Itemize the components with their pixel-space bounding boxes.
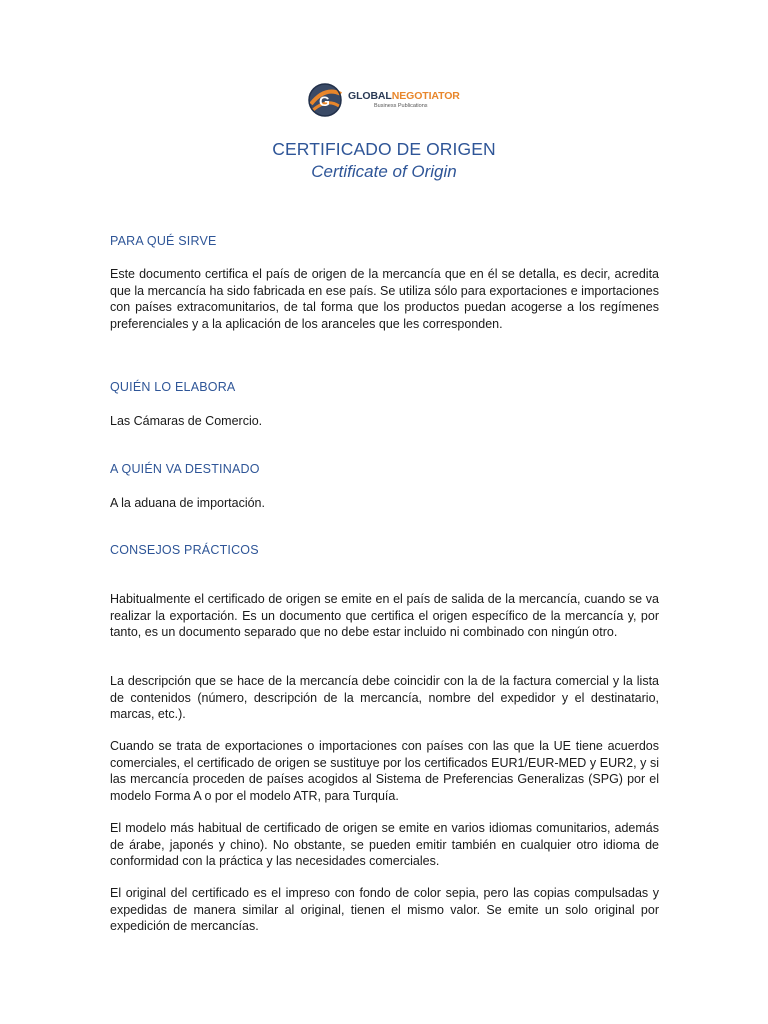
- section-heading: QUIÉN LO ELABORA: [110, 380, 236, 394]
- paragraph: Este documento certifica el país de origen de la mercancía que en él se detalla, es decir, acredita que la mercancía ha sido fabricada en ese país. Se utiliza sólo para exportaciones e importaciones con países extracomunitarios, de tal forma que los productos puedan acogerse a los regímenes preferenciales y a la aplicación de los aranceles que les corresponden.: [110, 267, 659, 332]
- paragraph: A la aduana de importación.: [110, 496, 265, 510]
- section-body: [110, 495, 659, 512]
- paragraph: La descripción que se hace de la mercancía debe coincidir con la de la factura comercial y la lista de contenidos (número, descripción de la mercancía, nombre del expedidor y el destinatario, marcas, etc.).: [110, 674, 659, 722]
- paragraph: Las Cámaras de Comercio.: [110, 414, 263, 428]
- page-subtitle: Certificate of Origin: [311, 162, 457, 181]
- section-consejos: [110, 543, 659, 557]
- global-negotiator-logo: [305, 80, 460, 120]
- paragraph-block: [110, 738, 659, 805]
- svg-text:G: G: [319, 93, 330, 109]
- page-title: CERTIFICADO DE ORIGEN: [272, 139, 496, 159]
- section-quien-elabora: [110, 380, 659, 394]
- section-body: [110, 413, 659, 430]
- paragraph: El modelo más habitual de certificado de origen se emite en varios idiomas comunitarios, además de árabe, japonés y chino). No obstante, se pueden emitir también en cualquier otro idioma de conformidad con la práctica y las necesidades comerciales.: [110, 821, 659, 869]
- paragraph-block: [110, 591, 659, 641]
- paragraph: El original del certificado es el impreso con fondo de color sepia, pero las copias compulsadas y expedidas de manera similar al original, tienen el mismo valor. Se emite un solo original por expedición de mercancías.: [110, 886, 659, 934]
- paragraph: Cuando se trata de exportaciones o importaciones con países con las que la UE tiene acuerdos comerciales, el certificado de origen se sustituye por los certificados EUR1/EUR-MED y EUR2, y si las mercancía proceden de países acogidos al Sistema de Preferencias Generalizas (SPG) por el modelo Forma A o por el modelo ATR, para Turquía.: [110, 739, 659, 804]
- paragraph: Habitualmente el certificado de origen se emite en el país de salida de la mercancía, cuando se va realizar la exportación. Es un documento que certifica el origen específico de la mercancía y, por tanto, es un documento separado que no debe estar incluido ni combinado con ningún otro.: [110, 592, 659, 640]
- section-destinado: [110, 462, 659, 476]
- section-para-que-sirve: [110, 234, 659, 248]
- paragraph-block: [110, 885, 659, 935]
- section-heading: PARA QUÉ SIRVE: [110, 234, 217, 248]
- logo-name: GLOBALNEGOTIATOR: [348, 90, 460, 102]
- section-heading: CONSEJOS PRÁCTICOS: [110, 543, 259, 557]
- logo-tagline: Business Publications: [374, 102, 428, 109]
- section-heading: A QUIÉN VA DESTINADO: [110, 462, 260, 476]
- paragraph-block: [110, 673, 659, 723]
- section-body: [110, 266, 659, 333]
- globe-logo-icon: [305, 80, 345, 120]
- paragraph-block: [110, 820, 659, 870]
